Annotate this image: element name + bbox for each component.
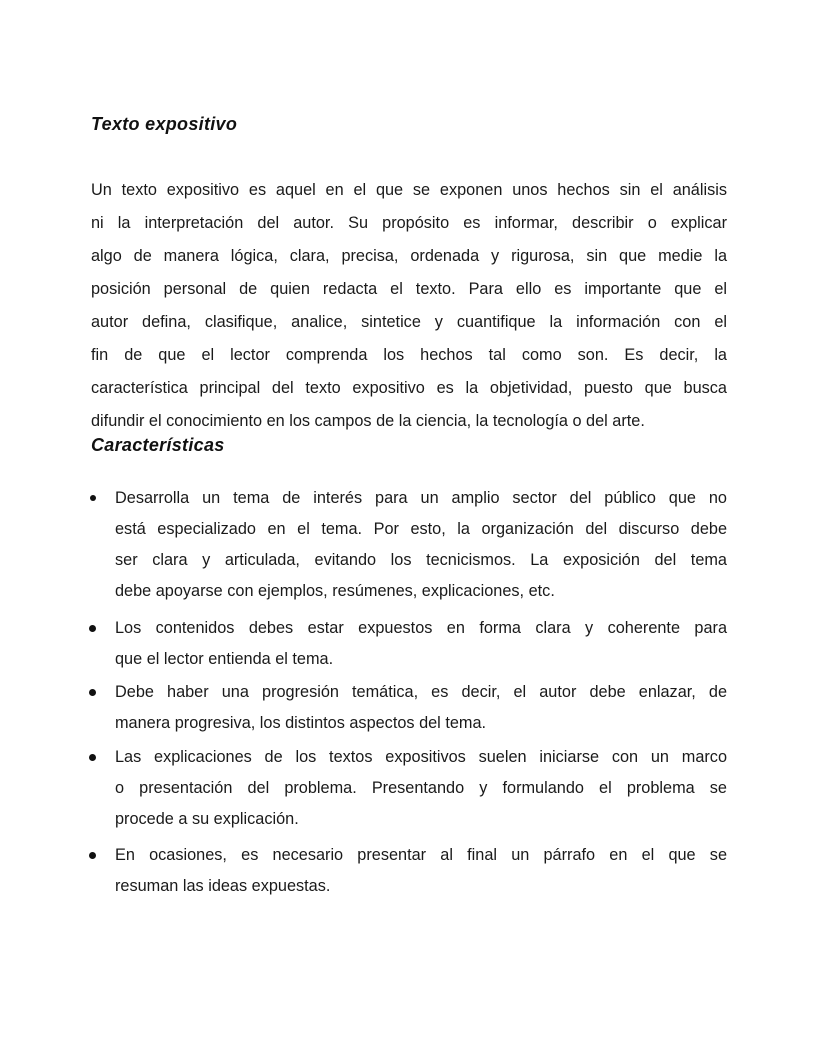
list-item-line: manera progresiva, los distintos aspectos del tema. [115, 714, 487, 732]
bullet-icon [89, 689, 96, 696]
bullet-icon [90, 495, 96, 501]
list-item-line: ser clara y articulada, evitando los tecnicismos. La exposición del tema [115, 551, 727, 569]
list-item-line: procede a su explicación. [115, 810, 299, 828]
list-item-line: Los contenidos debes estar expuestos en forma clara y coherente para [115, 619, 727, 637]
list-item-line: que el lector entienda el tema. [115, 650, 334, 668]
paragraph-line: autor defina, clasifique, analice, sintetice y cuantifique la información con el [91, 313, 727, 331]
list-item-line: En ocasiones, es necesario presentar al final un párrafo en el que se [115, 846, 727, 864]
list-item-line: Las explicaciones de los textos expositivos suelen iniciarse con un marco [115, 748, 727, 766]
paragraph-line: característica principal del texto expositivo es la objetividad, puesto que busca [91, 379, 727, 397]
bullet-icon [89, 754, 96, 761]
list-item [115, 677, 727, 739]
paragraph-line: fin de que el lector comprenda los hechos tal como son. Es decir, la [91, 346, 727, 364]
intro-paragraph [91, 174, 727, 438]
paragraph-line: difundir el conocimiento en los campos de la ciencia, la tecnología o del arte. [91, 412, 645, 430]
list-item-line: Desarrolla un tema de interés para un amplio sector del público que no [115, 489, 727, 507]
list-item [115, 840, 727, 902]
list-item [115, 483, 727, 607]
list-item-line: está especializado en el tema. Por esto, la organización del discurso debe [115, 520, 727, 538]
paragraph-line: posición personal de quien redacta el texto. Para ello es importante que el [91, 280, 727, 298]
bullet-icon [89, 852, 96, 859]
paragraph-line: algo de manera lógica, clara, precisa, ordenada y rigurosa, sin que medie la [91, 247, 727, 265]
paragraph-line: Un texto expositivo es aquel en el que se exponen unos hechos sin el análisis [91, 181, 727, 199]
list-item [115, 742, 727, 835]
heading-caracteristicas: Características [91, 435, 225, 455]
list-item-line: debe apoyarse con ejemplos, resúmenes, explicaciones, etc. [115, 582, 555, 600]
list-item-line: Debe haber una progresión temática, es decir, el autor debe enlazar, de [115, 683, 727, 701]
list-item [115, 613, 727, 675]
list-item-line: o presentación del problema. Presentando y formulando el problema se [115, 779, 727, 797]
paragraph-line: ni la interpretación del autor. Su propósito es informar, describir o explicar [91, 214, 727, 232]
list-item-line: resuman las ideas expuestas. [115, 877, 331, 895]
bullet-icon [89, 625, 96, 632]
heading-texto-expositivo: Texto expositivo [91, 114, 238, 134]
